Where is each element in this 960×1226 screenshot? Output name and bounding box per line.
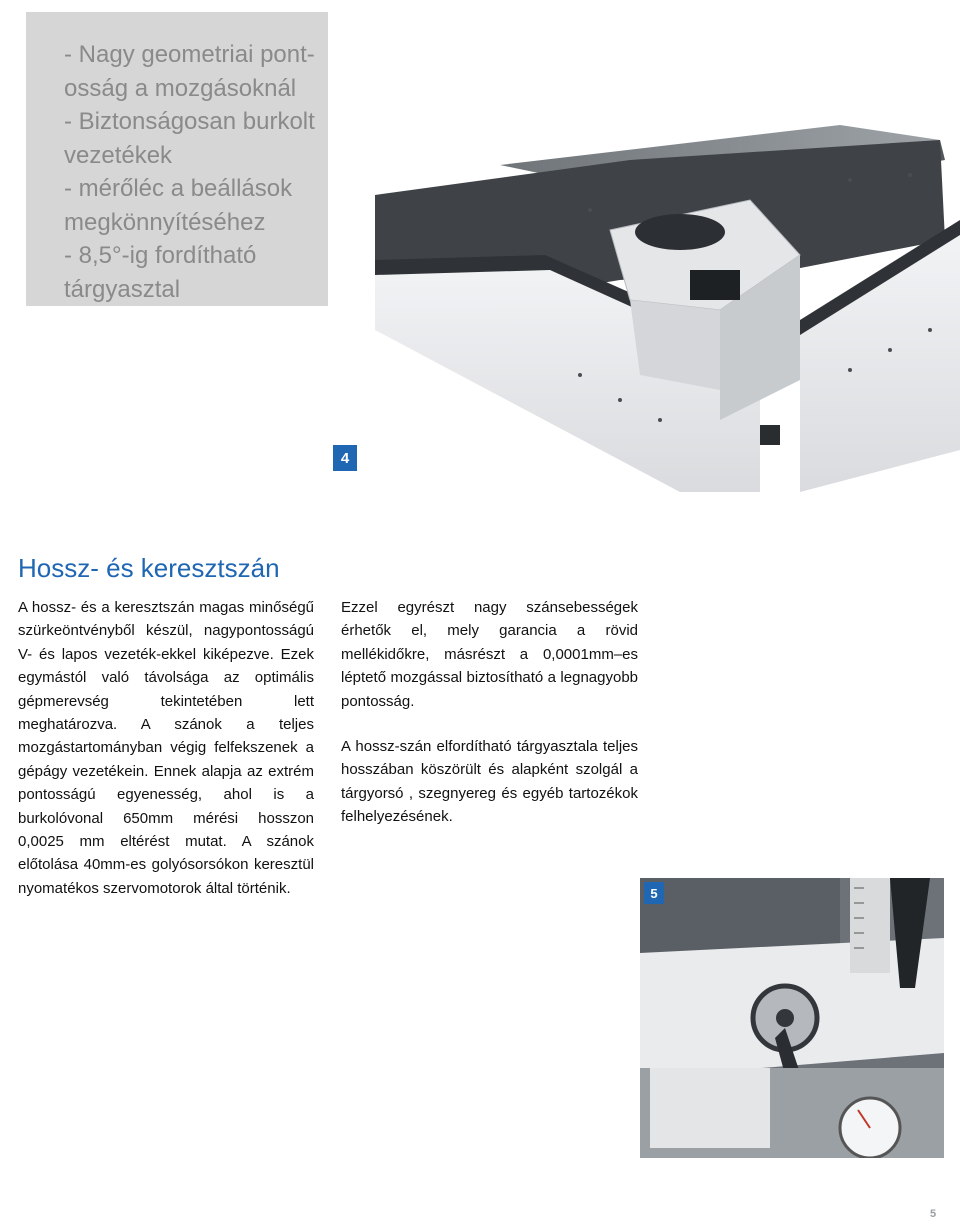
handwheel-photo [640,878,944,1158]
machine-illustration [330,120,960,492]
section-title: Hossz- és keresztszán [18,553,280,583]
feature-line: megkönnyítéséhez [64,208,266,236]
left-column [18,596,314,900]
right-column [341,596,638,829]
feature-line: tárgyasztal [64,275,181,303]
feature-line: vezetékek [64,141,173,169]
feature-box [26,12,328,306]
page-number: 5 [930,1208,937,1220]
feature-line: - Biztonságosan burkolt [64,108,315,135]
feature-list [64,38,349,306]
feature-line: - mérőléc a beállások [64,175,293,202]
body-paragraph: A hossz- és a keresztszán magas minőségű szürkeöntvényből készül, nagypontosságú V- és lapos vezeték-ekkel kiképezve. Ezek egymástól való távolsága az optimális gépmerevség tekintetében lett meghatározva. A szánok a teljes mozgástartományban végig felfekszenek a gépágy vezetékein. Ennek alapja az extrém pontosságú egyenesség, ahol is a burkolóvonal 650mm mérési hosszon 0,0025 mm eltérést mutat. A szánok előtolása 40mm-es golyósorsókon keresztül nyomatékos szervomotorok által történik. [18,599,314,897]
handwheel-illustration [640,878,944,1158]
body-paragraph: A hossz-szán elfordítható tárgyasztala teljes hosszában köszörült és alapként szolgál a tárgyorsó , szegnyereg és egyéb tartozékok felhelyezésének. [341,738,638,826]
figure-number-badge: 5 [644,882,664,904]
machine-slide-photo [330,120,960,492]
feature-line: - 8,5°-ig fordítható [64,242,257,269]
feature-line: - Nagy geometriai pont- [64,41,315,68]
feature-line: osság a mozgásoknál [64,74,297,102]
figure-number-badge: 4 [333,445,357,471]
body-paragraph: Ezzel egyrészt nagy szánsebességek érhetők el, mely garancia a rövid mellékidőkre, másrészt a 0,0001mm–es léptető mozgással biztosítható a legnagyobb pontosság. [341,599,638,710]
